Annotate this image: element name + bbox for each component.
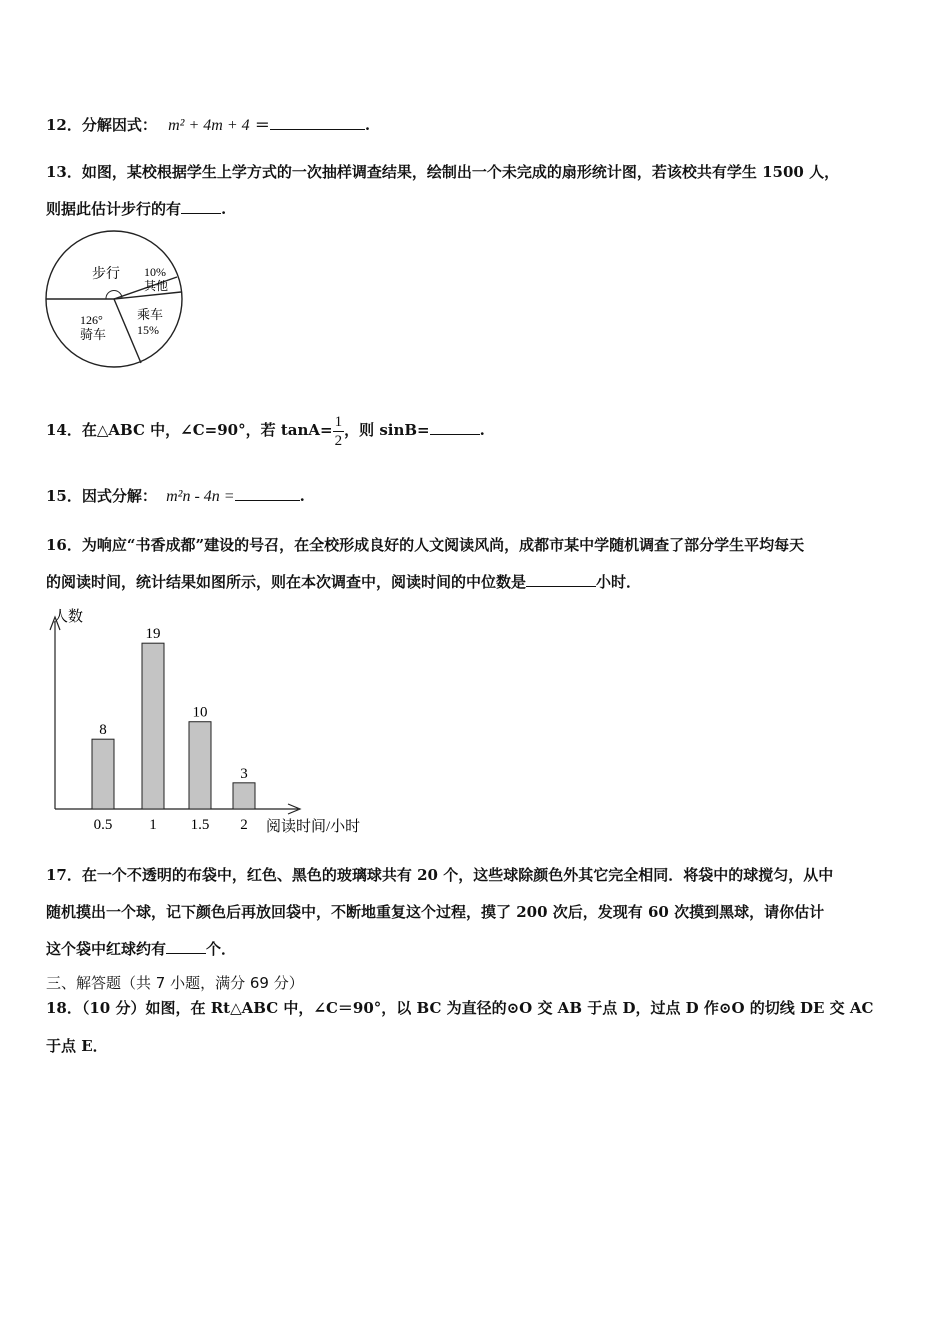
bars [92, 626, 255, 833]
answer-blank [235, 486, 300, 501]
question-text: 则据此估计步行的有 [46, 200, 182, 218]
answer-blank [526, 572, 596, 587]
x-tick-label: 0.5 [93, 817, 113, 833]
question-14 [46, 410, 485, 450]
bar-value-label: 19 [145, 626, 161, 643]
bar-0.5 [92, 739, 114, 809]
period: . [479, 421, 485, 439]
label-other: 其他 [144, 279, 169, 293]
math-expression: m²n - 4n = [166, 488, 235, 505]
section-heading: 三、解答题（共 7 小题，满分 69 分） [46, 974, 304, 992]
bar-1.5 [189, 722, 211, 809]
question-text: 15．因式分解： [46, 487, 157, 505]
question-number: 12． [46, 116, 82, 134]
question-text: 14．在△ABC 中，∠C=90°，若 tanA= [46, 421, 333, 439]
answer-blank [270, 115, 365, 130]
question-text: 分解因式： [81, 116, 157, 134]
question-16-line-2 [46, 572, 641, 592]
question-16-line-1: 16．为响应“书香成都”建设的号召，在全校形成良好的人文阅读风尚，成都市某中学随机调查了部分学生平均每天 [46, 536, 805, 554]
x-axis-label: 阅读时间/小时 [266, 819, 361, 835]
bar-chart [40, 603, 380, 838]
x-tick-label: 1.5 [190, 817, 210, 833]
label-bus-pct: 15% [137, 323, 159, 337]
question-text: 的阅读时间，统计结果如图所示，则在本次调查中，阅读时间的中位数是 [46, 573, 527, 591]
bar-value-label: 3 [240, 765, 248, 782]
label-other-pct: 10% [144, 265, 166, 279]
fraction-denominator: 2 [334, 432, 343, 449]
question-text-end: 个． [206, 940, 237, 958]
fraction-numerator: 1 [334, 413, 343, 430]
label-bike: 骑车 [80, 327, 107, 342]
question-text-end: 小时． [596, 573, 642, 591]
pie-chart [44, 226, 194, 372]
question-15 [46, 486, 305, 507]
question-18-line-2: 于点 E． [46, 1037, 108, 1055]
x-tick-label: 2 [240, 817, 248, 833]
fraction [333, 413, 345, 450]
y-axis-label: 人数 [53, 609, 84, 625]
period: . [299, 487, 305, 505]
question-18-line-1: 18．（10 分）如图，在 Rt△ABC 中，∠C＝90°，以 BC 为直径的⊙O 交 AB 于点 D，过点 D 作⊙O 的切线 DE 交 AC [46, 999, 874, 1017]
label-bike-deg: 126° [80, 313, 103, 327]
bar-value-label: 8 [99, 722, 107, 739]
period: . [221, 200, 227, 218]
math-expression: m² + 4m + 4 [168, 117, 250, 134]
answer-blank [181, 199, 221, 214]
question-13-line-1: 13．如图，某校根据学生上学方式的一次抽样调查结果，绘制出一个未完成的扇形统计图，若该校共有学生 1500 人， [46, 163, 840, 181]
bar-1 [142, 643, 164, 809]
question-text-2: ，则 sinB= [344, 421, 430, 439]
answer-blank [166, 939, 206, 954]
question-text: 这个袋中红球约有 [46, 940, 167, 958]
bar-value-label: 10 [192, 704, 208, 721]
question-13-line-2 [46, 199, 226, 219]
question-12 [46, 115, 370, 136]
bar-2 [233, 783, 255, 809]
period: . [364, 116, 371, 134]
equals-sign: ＝ [254, 116, 270, 134]
x-tick-label: 1 [149, 817, 157, 833]
question-17-line-1: 17．在一个不透明的布袋中，红色、黑色的玻璃球共有 20 个，这些球除颜色外其它完全相同．将袋中的球搅匀，从中 [46, 866, 834, 884]
label-bus: 乘车 [137, 307, 164, 322]
answer-blank [430, 420, 480, 435]
question-17-line-2: 随机摸出一个球，记下颜色后再放回袋中，不断地重复这个过程，摸了 200 次后，发现有 60 次摸到黑球，请你估计 [46, 903, 825, 921]
label-walk: 步行 [92, 267, 120, 282]
question-17-line-3 [46, 939, 236, 959]
